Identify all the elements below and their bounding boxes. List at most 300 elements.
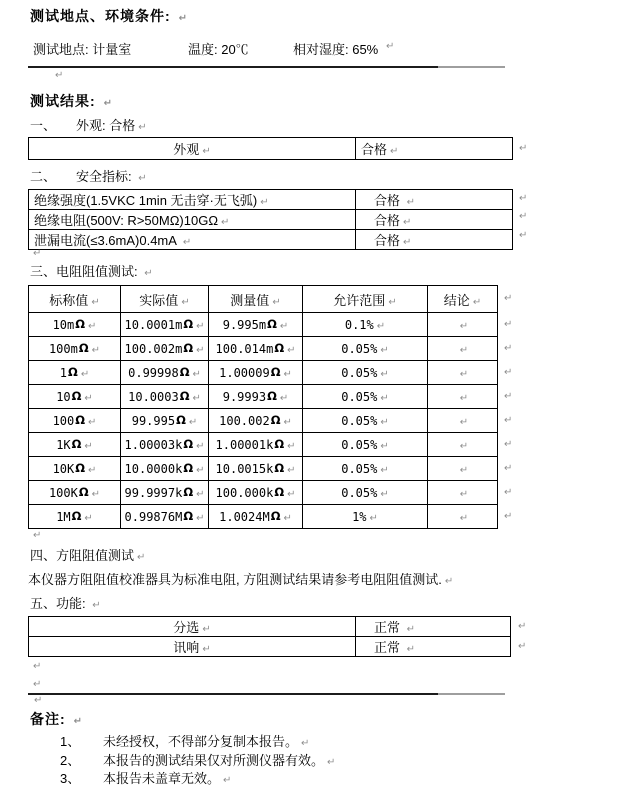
paragraph-mark: ↵: [202, 146, 211, 157]
range-cell: [303, 337, 428, 361]
paragraph-mark: ↵: [137, 552, 146, 563]
section4-note: [28, 569, 453, 588]
remark-text: 未经授权，不得部分复制本报告。: [103, 734, 299, 749]
row-end-mark: ↵: [504, 366, 513, 378]
paragraph-mark: ↵: [327, 757, 336, 768]
nominal-value: 10: [56, 390, 71, 404]
ohm-symbol: Ω: [183, 437, 194, 451]
paragraph-mark: ↵: [202, 624, 211, 635]
measured-value: 1.0024M: [219, 510, 270, 524]
nominal-cell: [29, 457, 121, 481]
row-end-mark: ↵: [504, 414, 513, 426]
measured-cell: [209, 505, 303, 529]
row-end-marks: [501, 285, 512, 528]
paragraph-mark: ↵: [84, 513, 93, 524]
table-header-row: [29, 286, 498, 313]
row-end-mark: ↵: [518, 620, 527, 632]
paragraph-mark: ↵: [406, 624, 416, 635]
actual-cell: [121, 433, 209, 457]
row-end-mark: ↵: [519, 192, 528, 204]
paragraph-mark: ↵: [459, 393, 469, 404]
actual-value: 10.0001m: [124, 318, 183, 332]
range-value: 0.05%: [341, 390, 378, 404]
nominal-cell: [29, 505, 121, 529]
paragraph-mark: ↵: [182, 237, 192, 248]
section1-number: 一、: [30, 118, 57, 133]
table-row: [29, 138, 513, 160]
measured-cell: [209, 457, 303, 481]
nominal-value: 10m: [52, 318, 75, 332]
appearance-table: [28, 137, 513, 160]
paragraph-mark: ↵: [287, 441, 296, 452]
temperature-value: 温度: 20℃: [188, 42, 249, 57]
paragraph-mark: ↵: [196, 513, 205, 524]
safety-item: 绝缘电阻(500V: R>50MΩ)10GΩ: [34, 213, 219, 228]
paragraph-mark: ↵: [380, 393, 389, 404]
paragraph-mark: ↵: [88, 321, 97, 332]
range-cell: [303, 481, 428, 505]
range-value: 0.05%: [341, 438, 378, 452]
actual-value: 99.9997k: [124, 486, 183, 500]
header-label: 实际值: [139, 292, 179, 308]
measured-cell: [209, 313, 303, 337]
test-location-value: 测试地点: 计量室: [33, 42, 132, 57]
paragraph-mark: ↵: [444, 576, 454, 587]
paragraph-mark: ↵: [380, 441, 389, 452]
table-row: [29, 190, 513, 210]
paragraph-mark: ↵: [459, 513, 469, 524]
paragraph-mark: ↵: [459, 321, 469, 332]
paragraph-mark: ↵: [406, 644, 416, 655]
measured-cell: [209, 433, 303, 457]
remark-text: 本报告的测试结果仅对所测仪器有效。: [103, 753, 325, 768]
remarks-heading: [30, 709, 83, 729]
paragraph-mark: ↵: [33, 248, 42, 259]
nominal-value: 1M: [56, 510, 71, 524]
paragraph-mark: ↵: [55, 70, 64, 81]
ohm-symbol: Ω: [179, 389, 190, 403]
ohm-symbol: Ω: [75, 461, 86, 475]
paragraph-mark: ↵: [283, 369, 292, 380]
appearance-result-cell: [356, 138, 513, 160]
humidity-value: 相对湿度: 65%: [293, 42, 379, 57]
measured-value: 1.00001k: [215, 438, 274, 452]
actual-cell: [121, 337, 209, 361]
conclusion-cell: [428, 313, 498, 337]
actual-cell: [121, 505, 209, 529]
paragraph-mark: ↵: [202, 644, 211, 655]
remark-item: [103, 731, 309, 750]
range-value: 0.1%: [344, 318, 374, 332]
nominal-cell: [29, 433, 121, 457]
row-end-mark: ↵: [519, 211, 528, 223]
row-end-mark: ↵: [504, 342, 513, 354]
section3-number: 三、: [30, 264, 57, 279]
actual-cell: [121, 409, 209, 433]
function-result: 正常: [374, 640, 404, 655]
actual-value: 99.995: [131, 414, 176, 428]
range-value: 0.05%: [341, 342, 378, 356]
actual-cell: [121, 313, 209, 337]
paragraph-mark: ↵: [181, 296, 190, 308]
actual-value: 10.0003: [128, 390, 179, 404]
actual-value: 10.0000k: [124, 462, 183, 476]
actual-cell: [121, 457, 209, 481]
paragraph-mark: ↵: [144, 268, 153, 279]
paragraph-mark: ↵: [279, 321, 289, 332]
ohm-symbol: Ω: [68, 365, 78, 379]
paragraph-mark: ↵: [196, 321, 205, 332]
conclusion-cell: [428, 481, 498, 505]
remark-text: 本报告未盖章无效。: [103, 771, 221, 786]
remark-number: 3、: [60, 771, 81, 786]
section4-note-text: 本仪器方阻阻值校准器具为标准电阻, 方阻测试结果请参考电阻阻值测试.: [28, 572, 442, 587]
conclusion-cell: [428, 457, 498, 481]
table-row: [29, 210, 513, 230]
header-label: 允许范围: [333, 292, 386, 308]
measured-value: 100.002: [219, 414, 270, 428]
paragraph-mark: ↵: [80, 369, 90, 380]
nominal-value: 100K: [48, 486, 78, 500]
safety-table: [28, 189, 513, 250]
function-result-cell: [356, 637, 511, 657]
paragraph-mark: ↵: [221, 217, 230, 228]
paragraph-mark: ↵: [459, 369, 469, 380]
ohm-symbol: Ω: [270, 413, 281, 427]
function-result-cell: [356, 617, 511, 637]
table-row: [29, 385, 498, 409]
measured-value: 100.014m: [215, 342, 274, 356]
paragraph-mark: ↵: [91, 345, 101, 356]
ohm-symbol: Ω: [183, 485, 194, 499]
paragraph-mark: ↵: [196, 465, 205, 476]
paragraph-mark: ↵: [260, 197, 269, 208]
ohm-symbol: Ω: [183, 461, 194, 475]
range-cell: [303, 505, 428, 529]
section5-number: 五、: [30, 596, 57, 611]
function-result: 正常: [374, 620, 404, 635]
resistance-table: [28, 285, 498, 529]
paragraph-mark: ↵: [380, 345, 389, 356]
paragraph-mark: ↵: [84, 441, 93, 452]
section2-text: 安全指标:: [76, 169, 136, 184]
results-heading: [30, 91, 113, 111]
range-cell: [303, 313, 428, 337]
paragraph-mark: ↵: [459, 417, 469, 428]
paragraph-mark: ↵: [386, 41, 395, 52]
measured-cell: [209, 337, 303, 361]
paragraph-mark: ↵: [196, 441, 205, 452]
paragraph-mark: ↵: [188, 417, 198, 428]
paragraph-mark: ↵: [73, 716, 83, 727]
conclusion-cell: [428, 433, 498, 457]
range-value: 0.05%: [341, 486, 378, 500]
nominal-value: 100: [52, 414, 75, 428]
header-measured: [209, 286, 303, 313]
paragraph-mark: ↵: [301, 738, 310, 749]
row-end-mark: ↵: [504, 462, 513, 474]
paragraph-mark: ↵: [34, 695, 43, 706]
paragraph-mark: ↵: [403, 237, 412, 248]
paragraph-mark: ↵: [33, 679, 42, 690]
ohm-symbol: Ω: [274, 437, 285, 451]
row-end-mark: ↵: [504, 293, 513, 304]
section2-line: [30, 166, 147, 185]
remark-item: [103, 750, 335, 769]
measured-value: 9.995m: [222, 318, 267, 332]
conclusion-cell: [428, 505, 498, 529]
paragraph-mark: ↵: [287, 489, 296, 500]
safety-result: 合格: [374, 193, 404, 208]
ohm-symbol: Ω: [274, 485, 285, 499]
function-item-cell: [29, 637, 356, 657]
nominal-value: 1: [59, 366, 68, 380]
paragraph-mark: ↵: [192, 369, 201, 380]
conclusion-cell: [428, 361, 498, 385]
paragraph-mark: ↵: [459, 465, 469, 476]
paragraph-mark: ↵: [192, 393, 201, 404]
ohm-symbol: Ω: [270, 509, 281, 523]
range-value: 0.05%: [341, 366, 378, 380]
range-value: 0.05%: [341, 414, 378, 428]
header-label: 结论: [443, 292, 470, 308]
ohm-symbol: Ω: [267, 317, 277, 331]
range-cell: [303, 433, 428, 457]
range-value: 1%: [352, 510, 367, 524]
paragraph-mark: ↵: [283, 417, 292, 428]
conclusion-cell: [428, 337, 498, 361]
paragraph-mark: ↵: [223, 775, 232, 786]
ohm-symbol: Ω: [78, 341, 89, 355]
paragraph-mark: ↵: [92, 600, 101, 611]
function-item: 讯响: [173, 640, 200, 655]
paragraph-mark: ↵: [376, 321, 386, 332]
paragraph-mark: ↵: [403, 217, 412, 228]
paragraph-mark: ↵: [380, 417, 389, 428]
section4-line: [30, 545, 145, 564]
safety-result-cell: [356, 230, 513, 250]
horizontal-divider: [28, 693, 505, 695]
measured-value: 9.9993: [222, 390, 267, 404]
table-row: [29, 361, 498, 385]
measured-cell: [209, 361, 303, 385]
paragraph-mark: ↵: [287, 465, 296, 476]
row-end-mark: ↵: [519, 142, 528, 154]
table-row: [29, 637, 511, 657]
nominal-cell: [29, 361, 121, 385]
table-row: [29, 617, 511, 637]
paragraph-mark: ↵: [91, 296, 100, 308]
env-conditions-heading: [30, 6, 188, 26]
table-row: [29, 409, 498, 433]
table-row: [29, 481, 498, 505]
nominal-cell: [29, 481, 121, 505]
section3-text: 电阻阻值测试:: [56, 264, 142, 279]
paragraph-mark: ↵: [272, 296, 281, 308]
row-end-mark: ↵: [504, 510, 513, 522]
conclusion-cell: [428, 409, 498, 433]
nominal-cell: [29, 313, 121, 337]
row-end-marks: [516, 189, 527, 245]
safety-result-cell: [356, 190, 513, 210]
ohm-symbol: Ω: [176, 413, 186, 427]
safety-item-cell: [29, 190, 356, 210]
function-table: [28, 616, 511, 657]
paragraph-mark: ↵: [283, 513, 292, 524]
paragraph-mark: ↵: [84, 393, 93, 404]
paragraph-mark: ↵: [390, 146, 399, 157]
ohm-symbol: Ω: [71, 437, 82, 451]
row-end-mark: ↵: [504, 390, 513, 402]
table-row: [29, 433, 498, 457]
actual-value: 1.00003k: [124, 438, 183, 452]
horizontal-divider: [28, 66, 505, 68]
section2-number: 二、: [30, 169, 57, 184]
paragraph-mark: ↵: [380, 465, 389, 476]
range-value: 0.05%: [341, 462, 378, 476]
header-nominal: [29, 286, 121, 313]
table-row: [29, 313, 498, 337]
ohm-symbol: Ω: [71, 389, 82, 403]
nominal-cell: [29, 337, 121, 361]
paragraph-mark: ↵: [88, 465, 97, 476]
paragraph-mark: ↵: [196, 345, 205, 356]
section5-line: [30, 593, 101, 612]
paragraph-mark: ↵: [91, 489, 101, 500]
actual-value: 0.99876M: [124, 510, 183, 524]
safety-result: 合格: [374, 213, 401, 228]
row-end-mark: ↵: [519, 229, 528, 241]
measured-value: 10.0015k: [215, 462, 274, 476]
paragraph-mark: ↵: [459, 489, 469, 500]
paragraph-mark: ↵: [196, 489, 205, 500]
ohm-symbol: Ω: [183, 509, 194, 523]
remarks-heading-text: 备注:: [30, 711, 71, 727]
section1-text: 外观: 合格: [76, 118, 136, 133]
header-label: 测量值: [230, 292, 270, 308]
paragraph-mark: ↵: [279, 393, 289, 404]
results-heading-text: 测试结果:: [30, 93, 101, 109]
range-cell: [303, 409, 428, 433]
remark-number: 1、: [60, 734, 81, 749]
paragraph-mark: ↵: [138, 122, 147, 133]
ohm-symbol: Ω: [75, 317, 86, 331]
safety-item: 绝缘强度(1.5VKC 1min 无击穿·无飞弧): [34, 193, 258, 208]
function-item-cell: [29, 617, 356, 637]
row-end-mark: ↵: [504, 318, 513, 330]
table-row: [29, 230, 513, 250]
ohm-symbol: Ω: [183, 317, 194, 331]
actual-value: 100.002m: [124, 342, 183, 356]
paragraph-mark: ↵: [33, 530, 42, 541]
nominal-value: 1K: [56, 438, 71, 452]
ohm-symbol: Ω: [267, 389, 277, 403]
section5-text: 功能:: [56, 596, 90, 611]
measured-cell: [209, 409, 303, 433]
measured-value: 1.00009: [219, 366, 270, 380]
header-actual: [121, 286, 209, 313]
paragraph-mark: ↵: [103, 98, 113, 109]
nominal-cell: [29, 385, 121, 409]
nominal-value: 100m: [48, 342, 78, 356]
paragraph-mark: ↵: [459, 441, 469, 452]
ohm-symbol: Ω: [274, 461, 285, 475]
ohm-symbol: Ω: [179, 365, 190, 379]
remark-number: 2、: [60, 753, 81, 768]
row-end-mark: ↵: [504, 438, 513, 450]
section3-line: [30, 261, 153, 280]
paragraph-mark: ↵: [369, 513, 378, 524]
actual-cell: [121, 481, 209, 505]
function-item: 分选: [173, 620, 200, 635]
actual-value: 0.99998: [128, 366, 179, 380]
paragraph-mark: ↵: [388, 296, 397, 308]
remark-item: [103, 768, 231, 787]
measured-value: 100.000k: [215, 486, 274, 500]
paragraph-mark: ↵: [287, 345, 296, 356]
conclusion-cell: [428, 385, 498, 409]
safety-result: 合格: [374, 233, 401, 248]
row-end-marks: [515, 616, 526, 656]
measured-cell: [209, 481, 303, 505]
ohm-symbol: Ω: [75, 413, 86, 427]
safety-item-cell: [29, 230, 356, 250]
appearance-name-cell: [29, 138, 356, 160]
row-end-mark: ↵: [518, 640, 527, 652]
ohm-symbol: Ω: [270, 365, 281, 379]
ohm-symbol: Ω: [71, 509, 82, 523]
appearance-name: 外观: [173, 142, 200, 157]
range-cell: [303, 361, 428, 385]
table-row: [29, 505, 498, 529]
paragraph-mark: ↵: [380, 369, 389, 380]
paragraph-mark: ↵: [459, 345, 469, 356]
ohm-symbol: Ω: [78, 485, 89, 499]
section1-line: [30, 115, 147, 134]
safety-item-cell: [29, 210, 356, 230]
nominal-cell: [29, 409, 121, 433]
nominal-value: 10K: [52, 462, 75, 476]
paragraph-mark: ↵: [33, 661, 42, 672]
range-cell: [303, 385, 428, 409]
paragraph-mark: ↵: [138, 173, 147, 184]
table-row: [29, 457, 498, 481]
header-range: [303, 286, 428, 313]
header-label: 标称值: [49, 292, 89, 308]
range-cell: [303, 457, 428, 481]
header-conclusion: [428, 286, 498, 313]
paragraph-mark: ↵: [380, 489, 389, 500]
safety-item: 泄漏电流(≤3.6mA)0.4mA: [34, 233, 180, 248]
section4-text: 方阻阻值测试: [56, 548, 135, 563]
section4-number: 四、: [30, 548, 57, 563]
paragraph-mark: ↵: [178, 13, 188, 24]
paragraph-mark: ↵: [88, 417, 97, 428]
paragraph-mark: ↵: [472, 296, 482, 308]
measured-cell: [209, 385, 303, 409]
row-end-marks: [516, 137, 527, 159]
actual-cell: [121, 385, 209, 409]
safety-result-cell: [356, 210, 513, 230]
row-end-mark: ↵: [504, 486, 513, 498]
env-conditions-heading-text: 测试地点、环境条件:: [30, 8, 176, 24]
appearance-result: 合格: [361, 142, 388, 157]
actual-cell: [121, 361, 209, 385]
table-row: [29, 337, 498, 361]
ohm-symbol: Ω: [274, 341, 285, 355]
paragraph-mark: ↵: [406, 197, 416, 208]
ohm-symbol: Ω: [183, 341, 194, 355]
